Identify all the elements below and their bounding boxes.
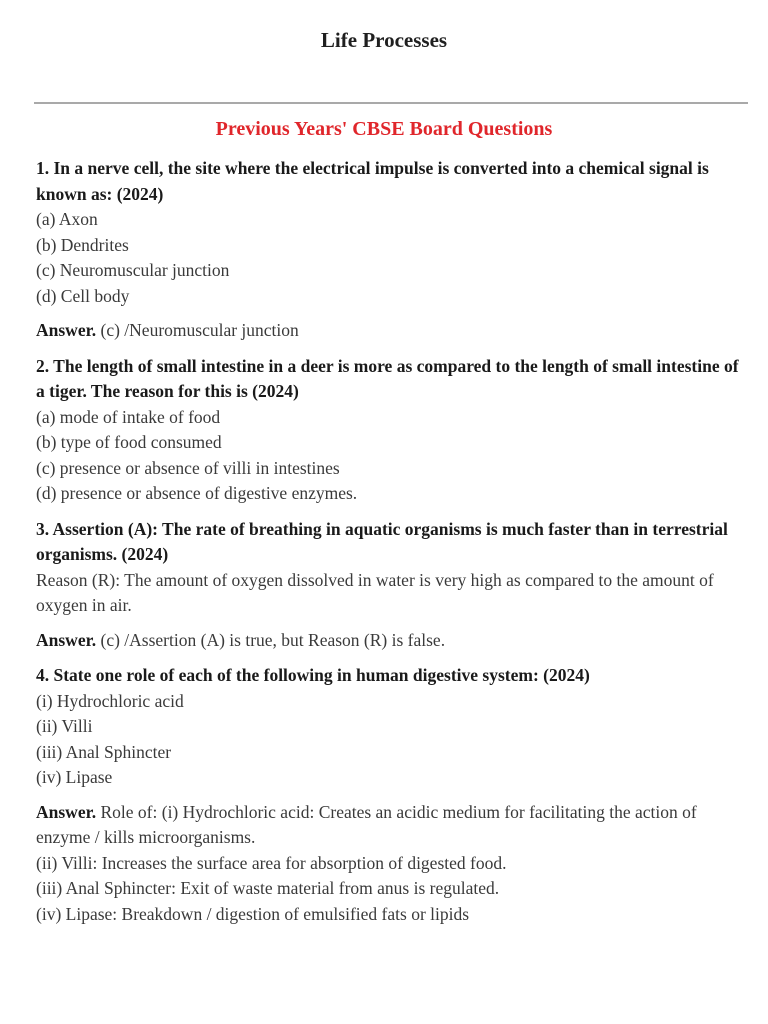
question-2-text: 2. The length of small intestine in a deer is more as compared to the length of small intestine of a tiger. The reason for this is (2024) <box>36 355 739 401</box>
question-1-text: 1. In a nerve cell, the site where the electrical impulse is converted into a chemical signal is known as: (2024) <box>36 158 709 204</box>
question-2-option-d: (d) presence or absence of digestive enzymes. <box>36 483 358 503</box>
question-4-item-i: (i) Hydrochloric acid <box>36 690 184 711</box>
question-2-option-c: (c) presence or absence of villi in intestines <box>36 457 340 478</box>
question-2-option-b: (b) type of food consumed <box>36 432 222 452</box>
answer-text: Role of: (i) Hydrochloric acid: Creates an acidic medium for facilitating the action of enzyme / kills microorganisms. <box>36 801 697 847</box>
answer-label: Answer. <box>36 629 97 650</box>
question-3-reason: Reason (R): The amount of oxygen dissolved in water is very high as compared to the amount of oxygen in air. <box>36 569 714 615</box>
question-4-answer <box>36 800 746 851</box>
question-4 <box>36 663 746 927</box>
question-1-answer <box>36 318 746 344</box>
question-4-answer-line-iv: (iv) Lipase: Breakdown / digestion of emulsified fats or lipids <box>36 903 470 924</box>
question-1-option-d: (d) Cell body <box>36 285 130 306</box>
section-heading: Previous Years' CBSE Board Questions <box>215 118 553 140</box>
answer-label: Answer. <box>36 801 97 822</box>
page-title: Life Processes <box>320 28 448 52</box>
question-4-item-ii: (ii) Villi <box>36 716 93 736</box>
question-4-item-iv: (iv) Lipase <box>36 767 113 787</box>
question-1-option-b: (b) Dendrites <box>36 234 129 255</box>
question-4-item-iii: (iii) Anal Sphincter <box>36 741 172 762</box>
question-4-text: 4. State one role of each of the following in human digestive system: (2024) <box>36 665 590 685</box>
question-3-answer <box>36 628 746 654</box>
questions-content <box>36 156 746 927</box>
question-2-option-a: (a) mode of intake of food <box>36 406 221 427</box>
question-3-text: 3. Assertion (A): The rate of breathing in aquatic organisms is much faster than in terrestrial organisms. (2024) <box>36 518 728 564</box>
answer-text: (c) /Assertion (A) is true, but Reason (R) is false. <box>96 629 446 650</box>
question-4-answer-line-iii: (iii) Anal Sphincter: Exit of waste material from anus is regulated. <box>36 878 500 898</box>
question-1-option-a: (a) Axon <box>36 209 98 229</box>
question-3 <box>36 517 746 654</box>
question-2 <box>36 354 746 507</box>
question-1 <box>36 156 746 344</box>
question-4-answer-line-ii: (ii) Villi: Increases the surface area for absorption of digested food. <box>36 852 507 873</box>
answer-label: Answer. <box>36 320 97 340</box>
header-divider <box>34 102 748 104</box>
question-1-option-c: (c) Neuromuscular junction <box>36 260 230 280</box>
answer-text: (c) /Neuromuscular junction <box>96 320 299 340</box>
